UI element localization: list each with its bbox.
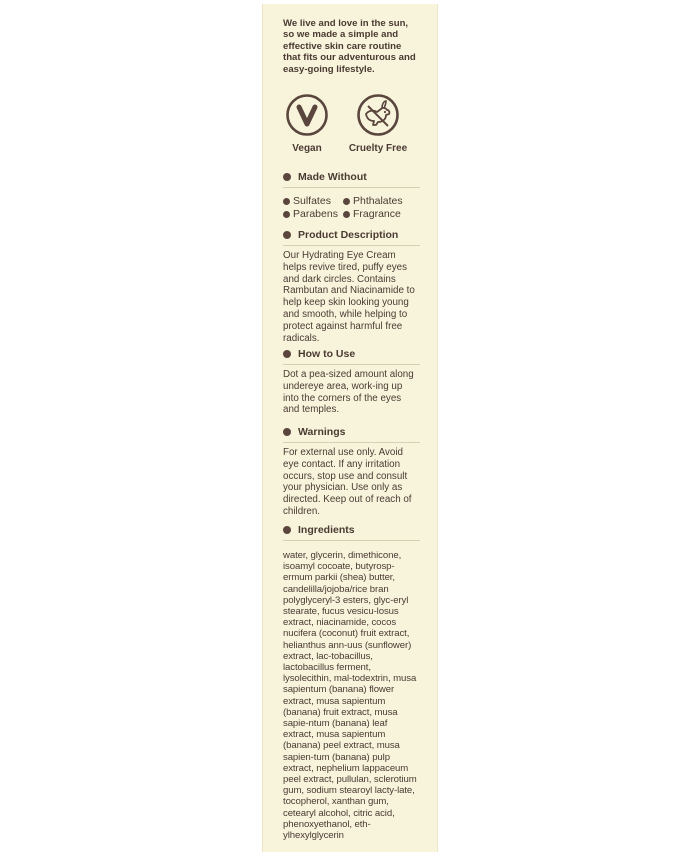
made-without-heading: Made Without — [283, 171, 420, 183]
intro-block — [283, 18, 420, 159]
ingredients-heading: Ingredients — [283, 524, 420, 536]
product-description-text: Our Hydrating Eye Cream helps revive tired, puffy eyes and dark circles. Contains Rambutan and Niacinamide to help keep skin looking young and smooth, while helping to protect against harmful free radicals. — [283, 250, 415, 344]
warnings-heading: Warnings — [283, 426, 420, 438]
vegan-icon — [285, 93, 329, 137]
made-without-section — [283, 171, 420, 220]
divider — [283, 245, 420, 246]
list-item: Sulfates — [283, 195, 343, 207]
intro-text: We live and love in the sun, so we made a simple and effective skin care routine that fits our adventurous and easy-going lifestyle. — [283, 18, 416, 75]
how-to-use-heading: How to Use — [283, 348, 420, 360]
bullet-icon — [343, 198, 350, 205]
bullet-icon — [283, 211, 290, 218]
badges — [283, 93, 420, 159]
divider — [283, 187, 420, 188]
cruelty-free-label: Cruelty Free — [348, 143, 408, 155]
list-item: Parabens — [283, 208, 343, 220]
rabbit-icon — [356, 93, 400, 137]
divider — [283, 364, 420, 365]
cruelty-free-badge — [343, 93, 413, 154]
bullet-icon — [283, 350, 291, 358]
made-without-list — [283, 195, 420, 220]
bullet-icon — [343, 211, 350, 218]
bullet-icon — [283, 526, 291, 534]
ingredients-text: water, glycerin, dimethicone, isoamyl cocoate, butyrosp-ermum parkii (shea) butter, candelilla/jojoba/rice bran polyglyceryl-3 esters, glyc-eryl stearate, fucus vesicu-losus extract, niacinamide, cocos nucifera (coconut) fruit extract, helianthus ann-uus (sunflower) extract, lac-tobacillus, lactobacillus ferment, lysolecithin, mal-todextrin, musa sapientum (banana) flower extract, musa sapientum (banana) fruit extract, musa sapie-ntum (banana) leaf extract, musa sapientum (banana) peel extract, musa sapien-tum (banana) pulp extract, nephelium lappaceum peel extract, pullulan, sclerotium gum, sodium stearoyl lacty-late, tocopherol, xanthan gum, cetearyl alcohol, citric acid, phenoxyethanol, eth-ylhexylglycerin — [283, 550, 417, 842]
divider — [283, 540, 420, 541]
vegan-badge — [272, 93, 342, 154]
warnings-text: For external use only. Avoid eye contact. If any irritation occurs, stop use and consult your physician. Use only as directed. Keep out of reach of children. — [283, 447, 412, 517]
how-to-use-text: Dot a pea-sized amount along undereye area, work-ing up into the corners of the eyes and temples. — [283, 369, 414, 416]
vegan-label: Vegan — [292, 143, 322, 155]
bullet-icon — [283, 428, 291, 436]
product-description-heading: Product Description — [283, 229, 420, 241]
bullet-icon — [283, 173, 291, 181]
ingredients-section — [283, 524, 420, 841]
bullet-icon — [283, 198, 290, 205]
how-to-use-section — [283, 348, 420, 416]
divider — [283, 442, 420, 443]
list-item: Phthalates — [343, 195, 418, 207]
list-item: Fragrance — [343, 208, 418, 220]
product-description-section — [283, 229, 420, 344]
bullet-icon — [283, 231, 291, 239]
warnings-section — [283, 426, 420, 518]
